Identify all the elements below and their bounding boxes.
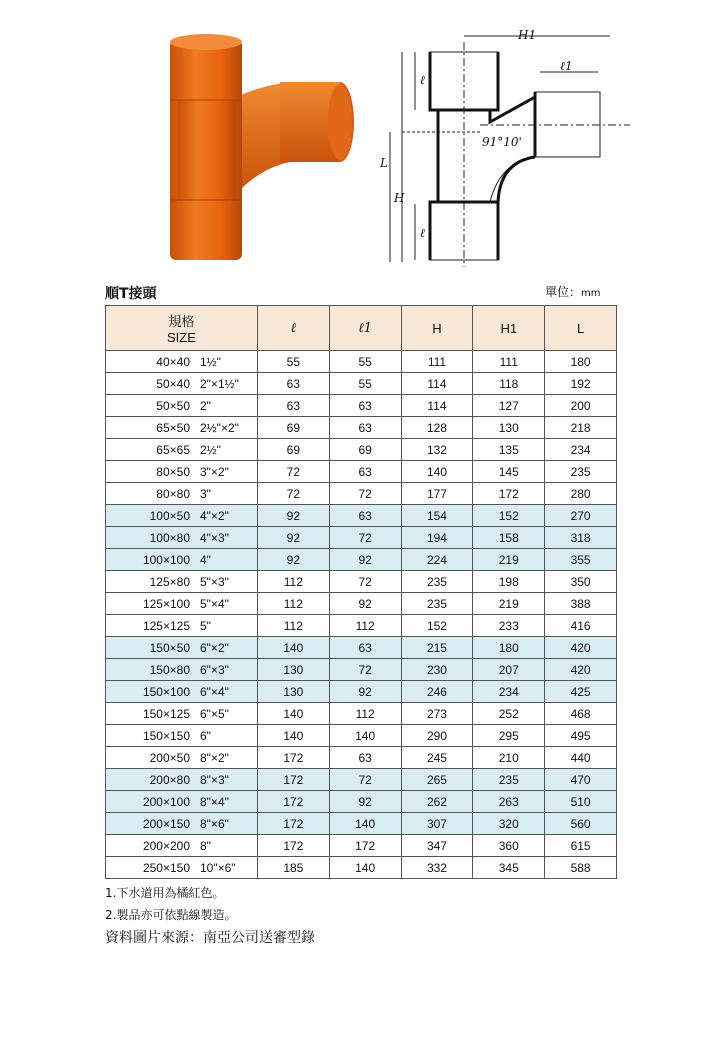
spec-table [105, 305, 617, 879]
cell-size-mm: 200×200 [142, 838, 190, 853]
cell-size-inch: 3"×2" [200, 464, 229, 479]
cell-H1: 172 [473, 483, 545, 505]
table-row [106, 483, 617, 505]
cell-H: 177 [401, 483, 473, 505]
cell-size [106, 747, 258, 769]
cell-size-mm: 50×40 [156, 376, 190, 391]
cell-size-mm: 150×80 [149, 662, 190, 677]
table-row [106, 637, 617, 659]
cell-H: 290 [401, 725, 473, 747]
cell-L: 388 [545, 593, 617, 615]
cell-H1: 127 [473, 395, 545, 417]
cell-l: 92 [257, 527, 329, 549]
cell-H1: 233 [473, 615, 545, 637]
cell-H: 347 [401, 835, 473, 857]
cell-H: 111 [401, 351, 473, 373]
cell-l1: 55 [329, 351, 401, 373]
cell-l: 92 [257, 505, 329, 527]
cell-l: 92 [257, 549, 329, 571]
cell-size-inch: 6" [200, 728, 211, 743]
cell-size-inch: 6"×4" [200, 684, 229, 699]
cell-size [106, 395, 258, 417]
cell-size-mm: 200×80 [149, 772, 190, 787]
cell-H: 128 [401, 417, 473, 439]
cell-size [106, 373, 258, 395]
cell-size-mm: 65×50 [156, 420, 190, 435]
table-row [106, 659, 617, 681]
cell-L: 350 [545, 571, 617, 593]
table-title: 順T接頭 [105, 286, 157, 302]
cell-L: 495 [545, 725, 617, 747]
table-row [106, 725, 617, 747]
cell-size-inch: 3" [200, 486, 211, 501]
cell-size [106, 813, 258, 835]
cell-l: 185 [257, 857, 329, 879]
cell-size-inch: 8"×2" [200, 750, 229, 765]
cell-size-inch: 5"×3" [200, 574, 229, 589]
cell-size [106, 637, 258, 659]
cell-L: 468 [545, 703, 617, 725]
cell-size [106, 439, 258, 461]
cell-l1: 112 [329, 615, 401, 637]
cell-size-mm: 80×80 [156, 486, 190, 501]
cell-size [106, 791, 258, 813]
unit-label [545, 283, 601, 300]
cell-l1: 72 [329, 659, 401, 681]
cell-H: 154 [401, 505, 473, 527]
cell-l: 72 [257, 461, 329, 483]
cell-size [106, 835, 258, 857]
cell-l1: 140 [329, 725, 401, 747]
cell-size-mm: 150×150 [142, 728, 190, 743]
cell-l1: 140 [329, 857, 401, 879]
cell-H1: 345 [473, 857, 545, 879]
header-l-text: ℓ [290, 321, 297, 336]
cell-H: 215 [401, 637, 473, 659]
product-photo [160, 30, 360, 265]
cell-size [106, 351, 258, 373]
cell-L: 440 [545, 747, 617, 769]
table-row [106, 857, 617, 879]
cell-l1: 63 [329, 747, 401, 769]
cell-l: 112 [257, 615, 329, 637]
cell-size [106, 703, 258, 725]
cell-size [106, 593, 258, 615]
cell-size [106, 659, 258, 681]
cell-l1: 92 [329, 681, 401, 703]
table-row [106, 615, 617, 637]
cell-H: 262 [401, 791, 473, 813]
note-2: 2.製品亦可依點線製造。 [105, 908, 237, 922]
cell-size-mm: 200×100 [142, 794, 190, 809]
header-l1 [329, 306, 401, 351]
header-size [106, 306, 258, 351]
cell-l: 172 [257, 791, 329, 813]
cell-H: 273 [401, 703, 473, 725]
cell-l1: 92 [329, 593, 401, 615]
cell-l: 172 [257, 747, 329, 769]
cell-l1: 92 [329, 549, 401, 571]
cell-L: 510 [545, 791, 617, 813]
cell-H: 245 [401, 747, 473, 769]
cell-L: 355 [545, 549, 617, 571]
cell-size-inch: 2"×1½" [200, 376, 239, 391]
cell-L: 218 [545, 417, 617, 439]
dimension-diagram [360, 22, 640, 272]
cell-size-inch: 10"×6" [200, 860, 236, 875]
cell-size-mm: 150×100 [142, 684, 190, 699]
cell-l: 72 [257, 483, 329, 505]
cell-size-mm: 100×80 [149, 530, 190, 545]
table-row [106, 703, 617, 725]
table-body [106, 351, 617, 879]
cell-L: 560 [545, 813, 617, 835]
unit-text: 單位： [545, 285, 582, 299]
cell-H: 332 [401, 857, 473, 879]
cell-H1: 207 [473, 659, 545, 681]
table-row [106, 813, 617, 835]
diagram-label-l1: ℓ1 [560, 59, 573, 73]
cell-size-inch: 6"×2" [200, 640, 229, 655]
cell-size-inch: 1½" [200, 354, 221, 369]
cell-size-inch: 6"×5" [200, 706, 229, 721]
cell-l1: 112 [329, 703, 401, 725]
cell-l1: 140 [329, 813, 401, 835]
cell-H: 235 [401, 593, 473, 615]
table-row [106, 835, 617, 857]
table-row [106, 395, 617, 417]
cell-H: 194 [401, 527, 473, 549]
cell-size-mm: 65×65 [156, 442, 190, 457]
table-row [106, 769, 617, 791]
cell-L: 420 [545, 659, 617, 681]
cell-H: 307 [401, 813, 473, 835]
cell-size-mm: 250×150 [142, 860, 190, 875]
cell-L: 318 [545, 527, 617, 549]
unit-value: mm [581, 288, 601, 299]
cell-size-inch: 8"×4" [200, 794, 229, 809]
cell-H1: 145 [473, 461, 545, 483]
diagram-label-L: L [380, 156, 388, 170]
table-row [106, 593, 617, 615]
cell-size [106, 483, 258, 505]
cell-H1: 210 [473, 747, 545, 769]
cell-H1: 235 [473, 769, 545, 791]
cell-size [106, 417, 258, 439]
cell-l1: 63 [329, 505, 401, 527]
cell-H1: 360 [473, 835, 545, 857]
cell-L: 615 [545, 835, 617, 857]
cell-H: 132 [401, 439, 473, 461]
cell-l: 69 [257, 439, 329, 461]
note-1: 1.下水道用為橘紅色。 [105, 886, 225, 900]
cell-L: 588 [545, 857, 617, 879]
cell-l: 112 [257, 571, 329, 593]
cell-size [106, 615, 258, 637]
cell-size-mm: 100×100 [142, 552, 190, 567]
cell-l1: 63 [329, 461, 401, 483]
cell-H: 224 [401, 549, 473, 571]
cell-size-mm: 200×50 [149, 750, 190, 765]
table-row [106, 461, 617, 483]
cell-l: 172 [257, 769, 329, 791]
cell-l: 130 [257, 681, 329, 703]
cell-H: 114 [401, 373, 473, 395]
cell-size [106, 857, 258, 879]
cell-l1: 63 [329, 637, 401, 659]
table-header-row [106, 306, 617, 351]
cell-H: 230 [401, 659, 473, 681]
cell-H1: 234 [473, 681, 545, 703]
cell-size-mm: 150×125 [142, 706, 190, 721]
cell-size-inch: 2½" [200, 442, 221, 457]
diagram-label-l-bottom: ℓ [420, 226, 425, 240]
cell-L: 200 [545, 395, 617, 417]
cell-l1: 72 [329, 483, 401, 505]
cell-size-inch: 4"×2" [200, 508, 229, 523]
cell-l: 172 [257, 835, 329, 857]
cell-L: 425 [545, 681, 617, 703]
cell-l1: 55 [329, 373, 401, 395]
cell-H1: 158 [473, 527, 545, 549]
cell-H1: 152 [473, 505, 545, 527]
cell-l1: 172 [329, 835, 401, 857]
cell-H: 140 [401, 461, 473, 483]
cell-size [106, 549, 258, 571]
cell-L: 420 [545, 637, 617, 659]
cell-H1: 118 [473, 373, 545, 395]
cell-size-inch: 5" [200, 618, 211, 633]
cell-l: 130 [257, 659, 329, 681]
cell-l: 55 [257, 351, 329, 373]
cell-size-mm: 125×100 [142, 596, 190, 611]
cell-L: 280 [545, 483, 617, 505]
cell-size-mm: 150×50 [149, 640, 190, 655]
diagram-angle-label: 91°10' [482, 135, 522, 149]
table-row [106, 351, 617, 373]
cell-H: 152 [401, 615, 473, 637]
cell-l: 140 [257, 637, 329, 659]
cell-H1: 111 [473, 351, 545, 373]
table-row [106, 373, 617, 395]
cell-size-inch: 8" [200, 838, 211, 853]
cell-size-mm: 200×150 [142, 816, 190, 831]
cell-size [106, 681, 258, 703]
cell-size-inch: 5"×4" [200, 596, 229, 611]
header-L: L [545, 306, 617, 351]
cell-size-mm: 40×40 [156, 354, 190, 369]
cell-L: 180 [545, 351, 617, 373]
cell-l1: 72 [329, 769, 401, 791]
cell-size-inch: 8"×3" [200, 772, 229, 787]
header-H: H [401, 306, 473, 351]
cell-l1: 72 [329, 571, 401, 593]
cell-size-inch: 4"×3" [200, 530, 229, 545]
cell-H1: 252 [473, 703, 545, 725]
cell-l1: 63 [329, 417, 401, 439]
table-row [106, 527, 617, 549]
table-row [106, 549, 617, 571]
cell-l1: 72 [329, 527, 401, 549]
cell-size [106, 527, 258, 549]
cell-H1: 135 [473, 439, 545, 461]
cell-size-mm: 50×50 [156, 398, 190, 413]
cell-H1: 219 [473, 549, 545, 571]
source-note: 資料圖片來源：南亞公司送審型錄 [105, 930, 315, 946]
cell-size-mm: 80×50 [156, 464, 190, 479]
table-row [106, 505, 617, 527]
cell-H: 246 [401, 681, 473, 703]
table-row [106, 747, 617, 769]
cell-H1: 263 [473, 791, 545, 813]
cell-size [106, 571, 258, 593]
cell-l1: 69 [329, 439, 401, 461]
cell-size [106, 461, 258, 483]
header-l [257, 306, 329, 351]
header-H1: H1 [473, 306, 545, 351]
cell-H1: 219 [473, 593, 545, 615]
cell-size [106, 725, 258, 747]
cell-L: 470 [545, 769, 617, 791]
cell-H1: 198 [473, 571, 545, 593]
table-row [106, 681, 617, 703]
cell-H1: 130 [473, 417, 545, 439]
cell-L: 416 [545, 615, 617, 637]
cell-H: 265 [401, 769, 473, 791]
cell-H1: 180 [473, 637, 545, 659]
cell-size-mm: 125×80 [149, 574, 190, 589]
cell-l: 140 [257, 703, 329, 725]
cell-L: 234 [545, 439, 617, 461]
diagram-label-h1: H1 [518, 28, 537, 42]
table-row [106, 791, 617, 813]
cell-size-mm: 100×50 [149, 508, 190, 523]
diagram-label-l-top: ℓ [420, 73, 425, 87]
cell-size-inch: 2" [200, 398, 211, 413]
diagram-label-H: H [394, 191, 405, 205]
cell-L: 235 [545, 461, 617, 483]
cell-H1: 320 [473, 813, 545, 835]
cell-H1: 295 [473, 725, 545, 747]
cell-l: 140 [257, 725, 329, 747]
table-row [106, 439, 617, 461]
cell-l: 172 [257, 813, 329, 835]
cell-l: 63 [257, 395, 329, 417]
cell-L: 270 [545, 505, 617, 527]
cell-size-inch: 4" [200, 552, 211, 567]
cell-L: 192 [545, 373, 617, 395]
cell-H: 114 [401, 395, 473, 417]
header-size-en: SIZE [167, 330, 196, 345]
cell-l1: 92 [329, 791, 401, 813]
cell-l: 112 [257, 593, 329, 615]
cell-size [106, 769, 258, 791]
notes [105, 882, 315, 949]
cell-H: 235 [401, 571, 473, 593]
cell-l1: 63 [329, 395, 401, 417]
cell-l: 63 [257, 373, 329, 395]
table-row [106, 417, 617, 439]
table-row [106, 571, 617, 593]
header-size-zh: 規格 [168, 314, 195, 329]
cell-size-inch: 8"×6" [200, 816, 229, 831]
cell-size-mm: 125×125 [142, 618, 190, 633]
cell-size [106, 505, 258, 527]
cell-l: 69 [257, 417, 329, 439]
header-l1-text: ℓ1 [358, 321, 372, 336]
cell-size-inch: 2½"×2" [200, 420, 239, 435]
cell-size-inch: 6"×3" [200, 662, 229, 677]
